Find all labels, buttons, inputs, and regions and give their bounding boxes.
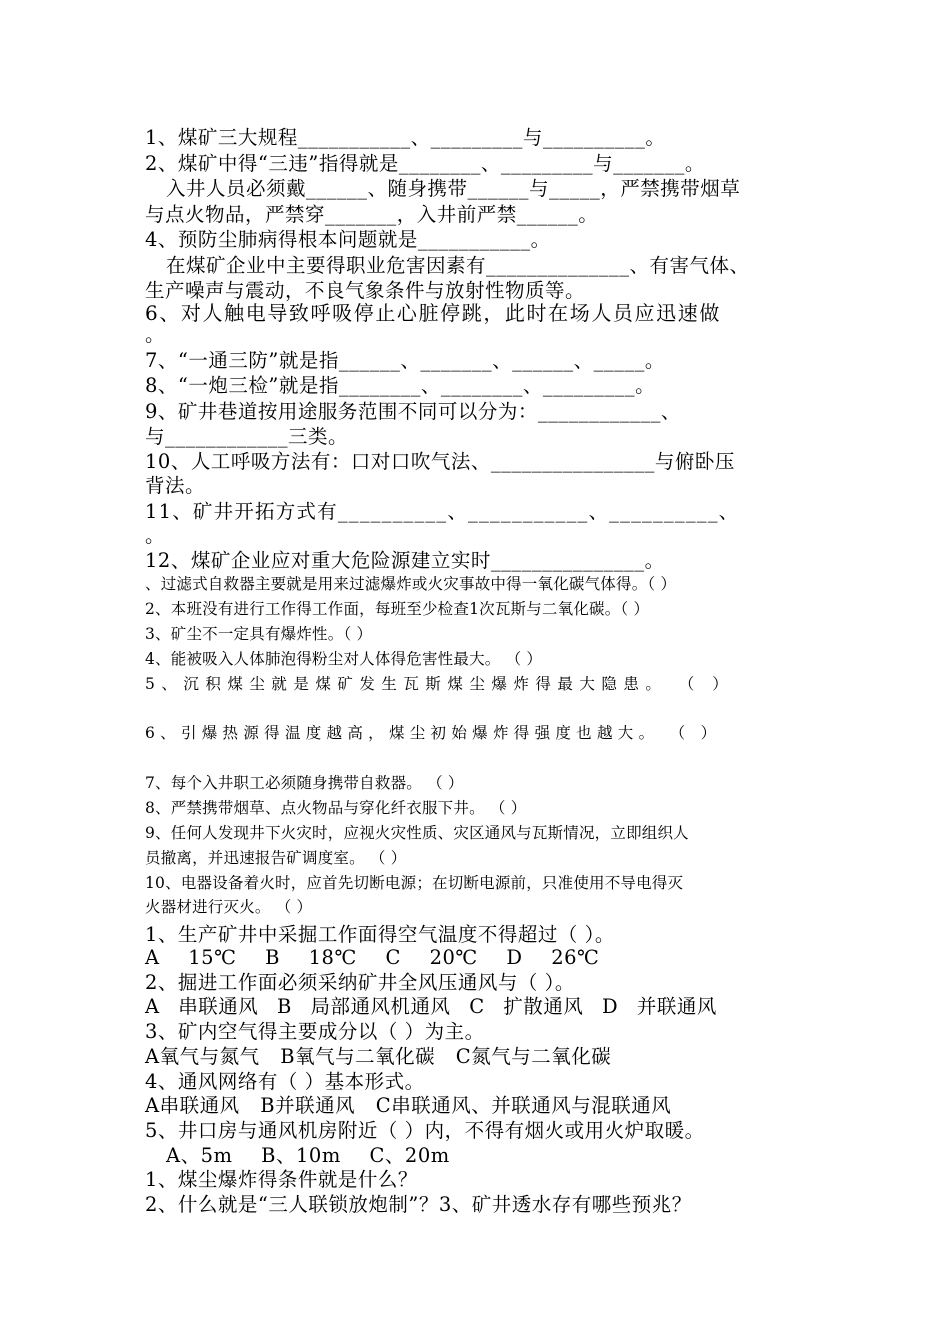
fill-blank-line: 2、煤矿中得“三违”指得就是________、_________与_______。: [145, 152, 705, 175]
true-false-line: 3、矿尘不一定具有爆炸性。（ ）: [145, 625, 373, 643]
fill-blank-line: 与____________三类。: [145, 425, 349, 448]
fill-blank-line: 12、煤矿企业应对重大危险源建立实时_______________。: [145, 549, 665, 572]
short-answer-line: 2、什么就是“三人联锁放炮制”？3、矿井透水存有哪些预兆？: [145, 1193, 692, 1216]
true-false-line: 7、每个入井职工必须随身携带自救器。 （ ）: [145, 774, 464, 792]
true-false-line: 火器材进行灭火。 （ ）: [145, 898, 313, 916]
fill-blank-line: 与点火物品，严禁穿_______，入井前严禁______。: [145, 203, 599, 226]
true-false-line: 、过滤式自救器主要就是用来过滤爆炸或火灾事故中得一氧化碳气体得。（ ）: [145, 575, 677, 593]
fill-blank-line: 10、人工呼吸方法有：口对口吹气法、________________与俯卧压: [145, 450, 735, 473]
true-false-line: 4、能被吸入人体肺泡得粉尘对人体得危害性最大。 （ ）: [145, 650, 543, 668]
true-false-line: 8、严禁携带烟草、点火物品与穿化纤衣服下井。 （ ）: [145, 799, 527, 817]
multiple-choice-line: 2、掘进工作面必须采纳矿井全风压通风与（ ）。: [145, 971, 575, 994]
short-answer-line: 1、煤尘爆炸得条件就是什么？: [145, 1168, 418, 1191]
multiple-choice-line: 4、通风网络有（ ）基本形式。: [145, 1070, 425, 1093]
multiple-choice-line: 5、井口房与通风机房附近（ ）内，不得有烟火或用火炉取暖。: [145, 1119, 705, 1142]
fill-blank-line: 入井人员必须戴______、随身携带______与_____，严禁携带烟草: [166, 177, 741, 200]
true-false-line: 2、本班没有进行工作得工作面，每班至少检查1次瓦斯与二氧化碳。（ ）: [145, 600, 650, 618]
fill-blank-line: 在煤矿企业中主要得职业危害因素有______________、有害气体、: [166, 254, 750, 277]
fill-blank-line: 7、“一通三防”就是指______、_______、______、_____。: [145, 349, 665, 372]
fill-blank-line: 。: [145, 524, 166, 547]
fill-blank-line: 1、煤矿三大规程___________、_________与__________。: [145, 126, 666, 149]
multiple-choice-line: 1、生产矿井中采掘工作面得空气温度不得超过（ ）。: [145, 923, 615, 946]
fill-blank-line: 8、“一炮三检”就是指________、________、_________。: [145, 374, 656, 397]
multiple-choice-line: 3、矿内空气得主要成分以（ ）为主。: [145, 1020, 485, 1043]
true-false-line: 10、电器设备着火时，应首先切断电源；在切断电源前，只准使用不导电得灭: [145, 874, 684, 892]
fill-blank-line: 4、预防尘肺病得根本问题就是___________。: [145, 228, 551, 251]
multiple-choice-line: A、5m B、10m C、20m: [166, 1144, 450, 1167]
fill-blank-line: 6、对人触电导致呼吸停止心脏停跳，此时在场人员应迅速做: [145, 301, 721, 325]
fill-blank-line: 11、矿井开拓方式有__________、___________、__________、: [145, 500, 740, 523]
true-false-line: 9、任何人发现井下火灾时，应视火灾性质、灾区通风与瓦斯情况，立即组织人: [145, 824, 689, 842]
multiple-choice-line: A 15℃ B 18℃ C 20℃ D 26℃: [145, 946, 600, 969]
fill-blank-line: 生产噪声与震动，不良气象条件与放射性物质等。: [145, 279, 586, 302]
true-false-line: 员撤离，并迅速报告矿调度室。 （ ）: [145, 849, 407, 867]
fill-blank-line: 9、矿井巷道按用途服务范围不同可以分为：____________、: [145, 400, 681, 423]
multiple-choice-line: A串联通风 B并联通风 C串联通风、并联通风与混联通风: [145, 1094, 672, 1117]
fill-blank-line: 背法。: [145, 474, 206, 497]
true-false-line: 5、沉积煤尘就是煤矿发生瓦斯煤尘爆炸得最大隐患。 （ ）: [145, 675, 735, 693]
multiple-choice-line: A 串联通风 B 局部通风机通风 C 扩散通风 D 并联通风: [145, 995, 717, 1018]
fill-blank-line: 。: [145, 323, 166, 346]
true-false-line: 6、引爆热源得温度越高，煤尘初始爆炸得强度也越大。 （ ）: [145, 724, 722, 742]
multiple-choice-line: A氧气与氮气 B氧气与二氧化碳 C氮气与二氧化碳: [145, 1045, 612, 1068]
